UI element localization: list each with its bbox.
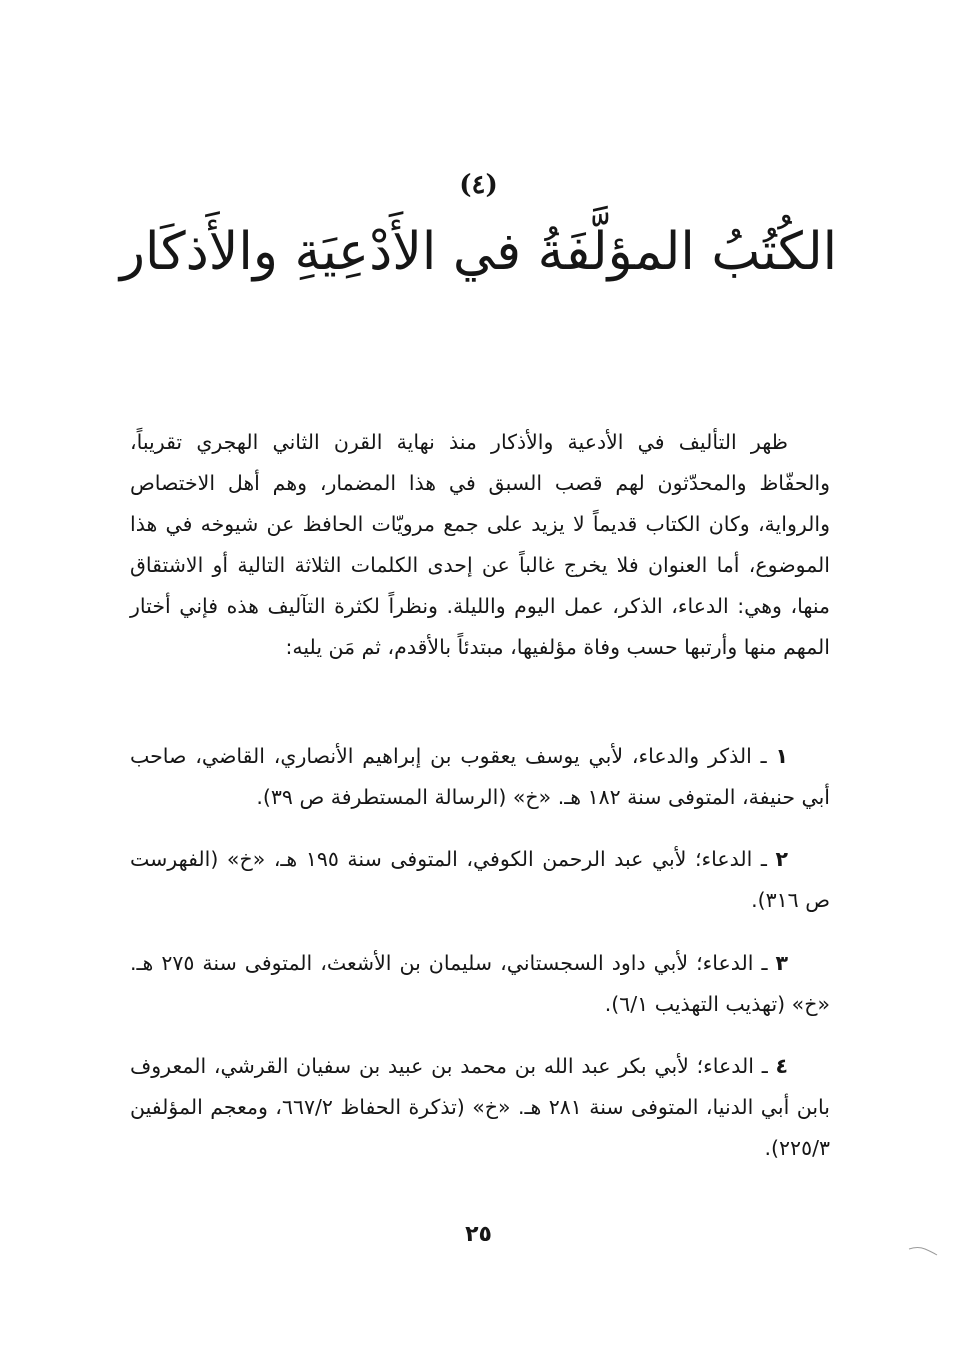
page-number: ٢٥ <box>465 1222 492 1247</box>
entry-text: ـ الدعاء؛ لأبي عبد الرحمن الكوفي، المتوفى سنة ١٩٥ هـ، «خ» (الفهرست ص ٣١٦). <box>130 847 830 912</box>
list-item <box>130 1046 830 1169</box>
list-item <box>130 943 830 1025</box>
intro-section <box>130 422 830 668</box>
entry-number: ١ <box>775 744 788 768</box>
entry-number: ٢ <box>775 847 788 871</box>
scan-edge-mark <box>908 1246 938 1256</box>
list-item <box>130 839 830 921</box>
book-list <box>130 736 830 1190</box>
chapter-title: الكُتُبُ المؤلَّفَةُ في الأَدْعِيَةِ والأَذكَار <box>119 222 838 282</box>
entry-text: ـ الدعاء؛ لأبي داود السجستاني، سليمان بن الأشعث، المتوفى سنة ٢٧٥ هـ. «خ» (تهذيب التهذيب ٦/١). <box>130 951 830 1016</box>
entry-text: ـ الذكر والدعاء، لأبي يوسف يعقوب بن إبراهيم الأنصاري، القاضي، صاحب أبي حنيفة، المتوفى سنة ١٨٢ هـ. «خ» (الرسالة المستطرفة ص ٣٩). <box>130 744 830 809</box>
chapter-number: (٤) <box>459 170 498 200</box>
intro-paragraph: ظهر التأليف في الأدعية والأذكار منذ نهاية القرن الثاني الهجري تقريباً، والحفّاظ والمحدّثون لهم قصب السبق في هذا المضمار، وهم أهل الاختصاص والرواية، وكان الكتاب قديماً لا يزيد على جمع مرويّات الحافظ عن شيوخه في هذا الموضوع، أما العنوان فلا يخرج غالباً عن إحدى الكلمات الثلاثة التالية أو الاشتقاق منها، وهي: الدعاء، الذكر، عمل اليوم والليلة. ونظراً لكثرة التآليف هذه فإني أختار المهم منها وأرتبها حسب وفاة مؤلفيها، مبتدئاً بالأقدم، ثم مَن يليه: <box>130 430 830 659</box>
list-item <box>130 736 830 818</box>
entry-number: ٣ <box>775 951 788 975</box>
entry-number: ٤ <box>775 1054 788 1078</box>
entry-text: ـ الدعاء؛ لأبي بكر عبد الله بن محمد بن عبيد بن سفيان القرشي، المعروف بابن أبي الدنيا، المتوفى سنة ٢٨١ هـ. «خ» (تذكرة الحفاظ ٦٦٧/٢، ومعجم المؤلفين ٢٢٥/٣). <box>130 1054 830 1160</box>
